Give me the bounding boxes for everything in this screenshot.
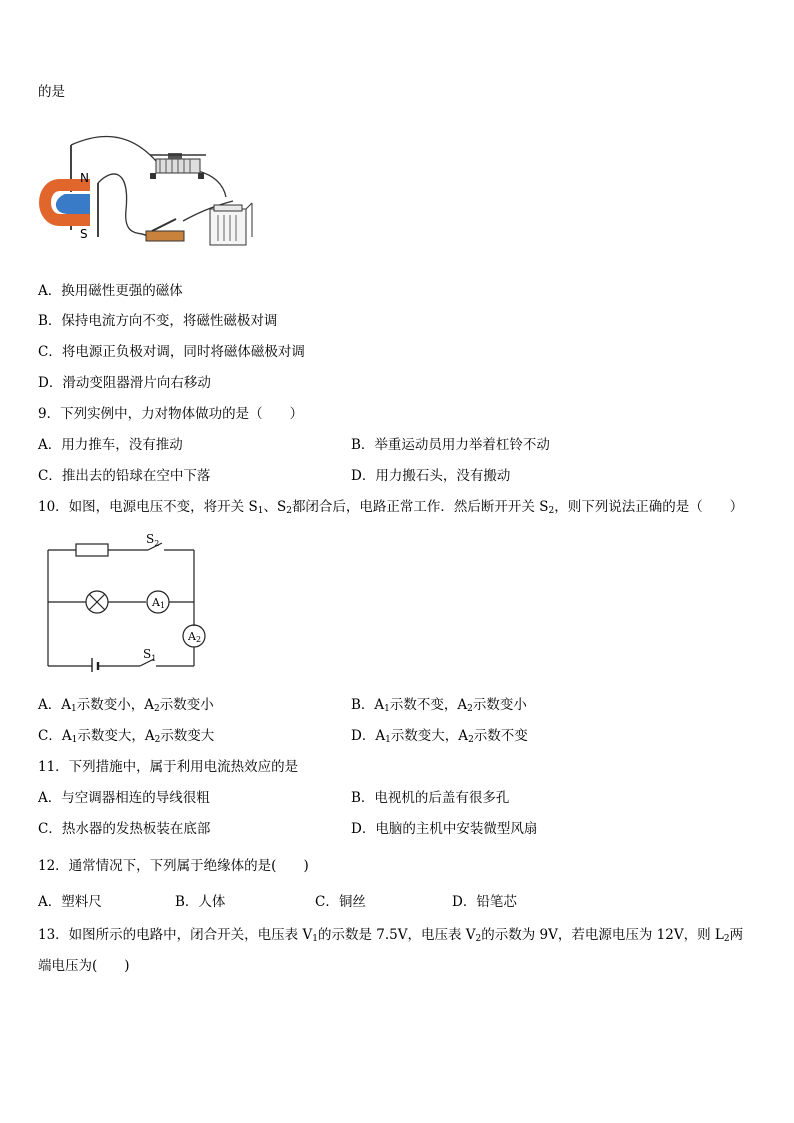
q12-option-c: C．铜丝: [315, 894, 366, 910]
svg-text:A2: A2: [188, 630, 202, 644]
resistor: [76, 544, 108, 556]
q12-option-a: A．塑料尺: [38, 894, 102, 910]
svg-text:S1: $S_1$: [143, 647, 157, 663]
q10-option-d: D．$A_1$示数变大，$A_2$示数不变: [351, 728, 528, 745]
q11-option-c: C．热水器的发热板装在底部: [38, 821, 211, 837]
q8-option-a: A．换用磁性更强的磁体: [38, 283, 183, 299]
q13-stem-line-1: 13．如图所示的电路中，闭合开关，电压表 $V_1$的示数是 7.5V，电压表 $V_2$的示数为 9V，若电源电压为 12V，则 $L_2$两: [38, 927, 744, 944]
q11-stem: 11．下列措施中，属于利用电流热效应的是: [38, 759, 299, 775]
q10-row-1: [38, 697, 527, 714]
q10-row-2: [38, 728, 528, 745]
horseshoe-magnet: [45, 185, 90, 220]
knife-switch: [146, 219, 184, 241]
q12-stem: 12．通常情况下，下列属于绝缘体的是( ): [38, 858, 309, 874]
q12-option-d: D．铅笔芯: [452, 894, 517, 910]
q10-stem: 10．如图，电源电压不变，将开关 $S_1$、$S_2$都闭合后，电路正常工作．然后断开开关 $S_2$，则下列说法正确的是（ ）: [38, 499, 744, 516]
a2-label: A: [188, 630, 196, 643]
q11-row-1: [38, 790, 510, 806]
q10-option-c: C．$A_1$示数变大，$A_2$示数变大: [38, 728, 215, 745]
q8-option-c: C．将电源正负极对调，同时将磁体磁极对调: [38, 344, 305, 360]
q11-option-d: D．电脑的主机中安装微型风扇: [351, 821, 538, 837]
a1-label: A: [152, 596, 160, 609]
q9-option-b: B．举重运动员用力举着杠铃不动: [351, 437, 550, 453]
q10-option-a: A．$A_1$示数变小，$A_2$示数变小: [38, 697, 214, 714]
q10-option-b: B．$A_1$示数不变，$A_2$示数变小: [351, 697, 527, 714]
s2-label: S: [146, 532, 155, 546]
intro-text: 的是: [38, 84, 65, 100]
q9-row-1: [38, 437, 550, 453]
q11-row-2: [38, 821, 538, 837]
magnet-n-label: N: [80, 171, 89, 185]
rheostat: [150, 153, 206, 179]
q9-row-2: [38, 468, 511, 484]
q8-option-b: B．保持电流方向不变，将磁性磁极对调: [38, 313, 278, 329]
motor-apparatus-figure: [38, 125, 278, 250]
q8-option-d: D．滑动变阻器滑片向右移动: [38, 375, 211, 391]
q10-circuit-diagram: [40, 530, 215, 672]
q12-option-b: B．人体: [175, 894, 226, 910]
q9-option-c: C．推出去的铅球在空中下落: [38, 468, 211, 484]
magnet-s-label: S: [80, 227, 88, 241]
battery: [210, 203, 252, 245]
q11-option-b: B．电视机的后盖有很多孔: [351, 790, 510, 806]
q11-option-a: A．与空调器相连的导线很粗: [38, 790, 210, 806]
q9-option-a: A．用力推车，没有推动: [38, 437, 183, 453]
svg-text:A1: A1: [152, 596, 166, 610]
q9-option-d: D．用力搬石头，没有搬动: [351, 468, 511, 484]
q12-options-row: [38, 894, 638, 910]
svg-text:S2: $S_2$: [146, 532, 160, 548]
q13-stem-line-2: 端电压为( ): [38, 958, 130, 974]
q9-stem: 9．下列实例中，力对物体做功的是（ ）: [38, 406, 304, 422]
s1-label: S: [143, 647, 152, 661]
